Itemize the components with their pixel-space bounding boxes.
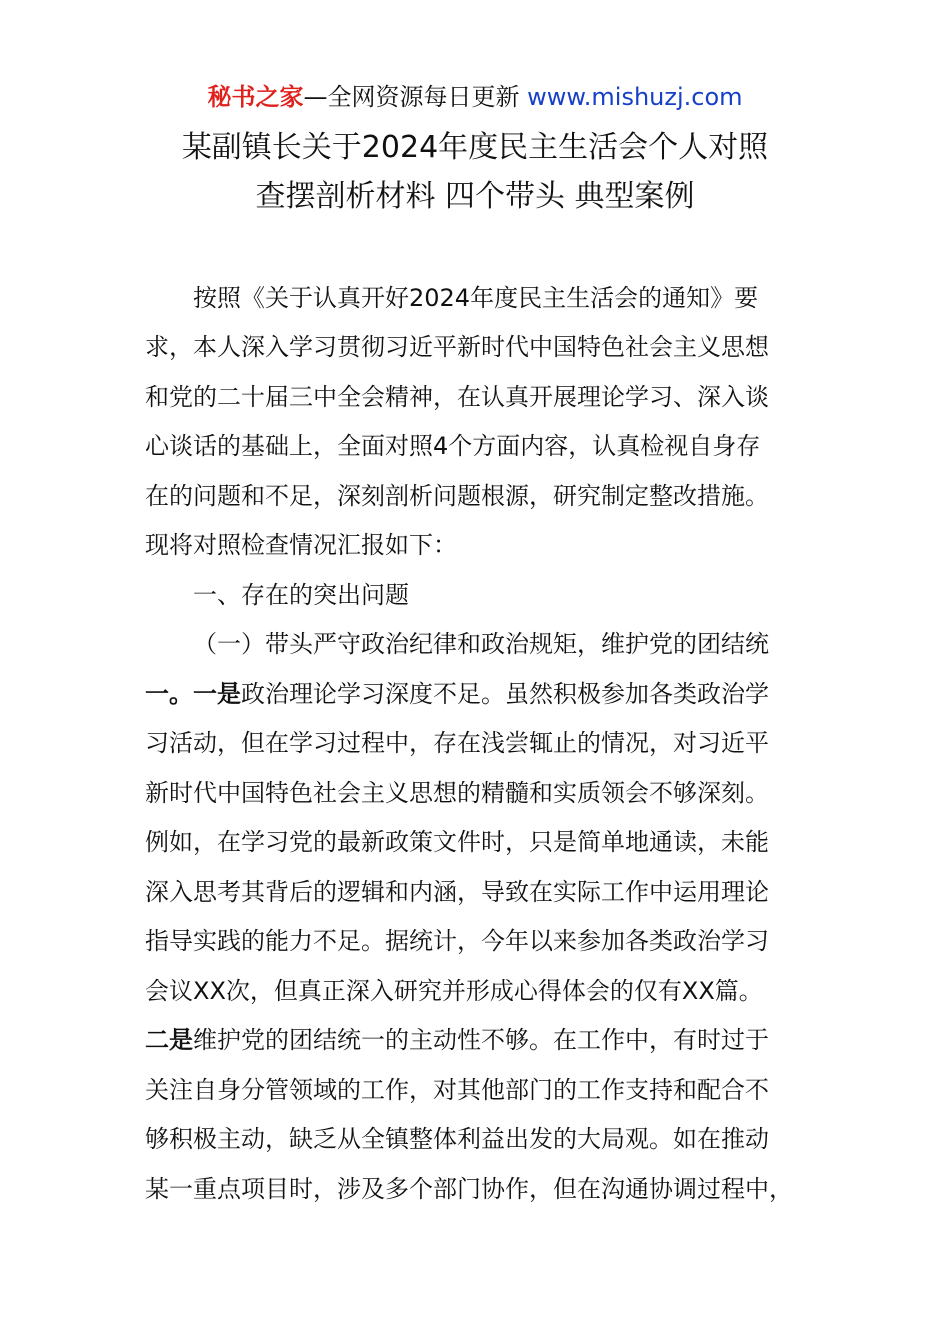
paragraph-line: 够积极主动，缺乏从全镇整体利益出发的大局观。如在推动: [145, 1125, 769, 1153]
paragraph-line: [145, 1020, 769, 1070]
emphasis-label: 二是: [145, 1026, 193, 1054]
paragraph-line: 新时代中国特色社会主义思想的精髓和实质领会不够深刻。: [145, 779, 769, 807]
emphasis-label: 一。一是: [145, 680, 241, 708]
site-url-link[interactable]: www.mishuzj.com: [527, 83, 743, 111]
paragraph-line: 现将对照检查情况汇报如下：: [145, 531, 457, 559]
paragraph-line: 某一重点项目时，涉及多个部门协作，但在沟通协调过程中，: [145, 1175, 793, 1203]
paragraph-line: 习活动，但在学习过程中，存在浅尝辄止的情况，对习近平: [145, 729, 769, 757]
paragraph-line: 求，本人深入学习贯彻习近平新时代中国特色社会主义思想: [145, 333, 769, 361]
paragraph-line: [145, 674, 769, 724]
paragraph-line: 按照《关于认真开好2024年度民主生活会的通知》要: [193, 284, 759, 312]
site-banner: [0, 80, 950, 114]
brand-name: 秘书之家: [207, 83, 304, 111]
banner-tagline: —全网资源每日更新: [303, 83, 520, 111]
paragraph-line: 关注自身分管领域的工作，对其他部门的工作支持和配合不: [145, 1076, 769, 1104]
paragraph-line: 和党的二十届三中全会精神，在认真开展理论学习、深入谈: [145, 383, 769, 411]
section-heading: 一、存在的突出问题: [193, 581, 409, 609]
paragraph-line: 例如，在学习党的最新政策文件时，只是简单地通读，未能: [145, 828, 769, 856]
subsection-heading: （一）带头严守政治纪律和政治规矩，维护党的团结统: [193, 630, 769, 658]
document-title-line-1: 某副镇长关于2024年度民主生活会个人对照: [181, 130, 769, 165]
document-title-line-2: 查摆剖析材料 四个带头 典型案例: [255, 179, 695, 214]
paragraph-line: 深入思考其背后的逻辑和内涵，导致在实际工作中运用理论: [145, 878, 769, 906]
paragraph-line: 在的问题和不足，深刻剖析问题根源，研究制定整改措施。: [145, 482, 769, 510]
paragraph-text: 政治理论学习深度不足。虽然积极参加各类政治学: [241, 680, 769, 708]
paragraph-text: 维护党的团结统一的主动性不够。在工作中，有时过于: [193, 1026, 769, 1054]
paragraph-line: 指导实践的能力不足。据统计，今年以来参加各类政治学习: [145, 927, 769, 955]
paragraph-line: 心谈话的基础上，全面对照4个方面内容，认真检视自身存: [145, 432, 761, 460]
paragraph-line: 会议XX次，但真正深入研究并形成心得体会的仅有XX篇。: [145, 977, 763, 1005]
